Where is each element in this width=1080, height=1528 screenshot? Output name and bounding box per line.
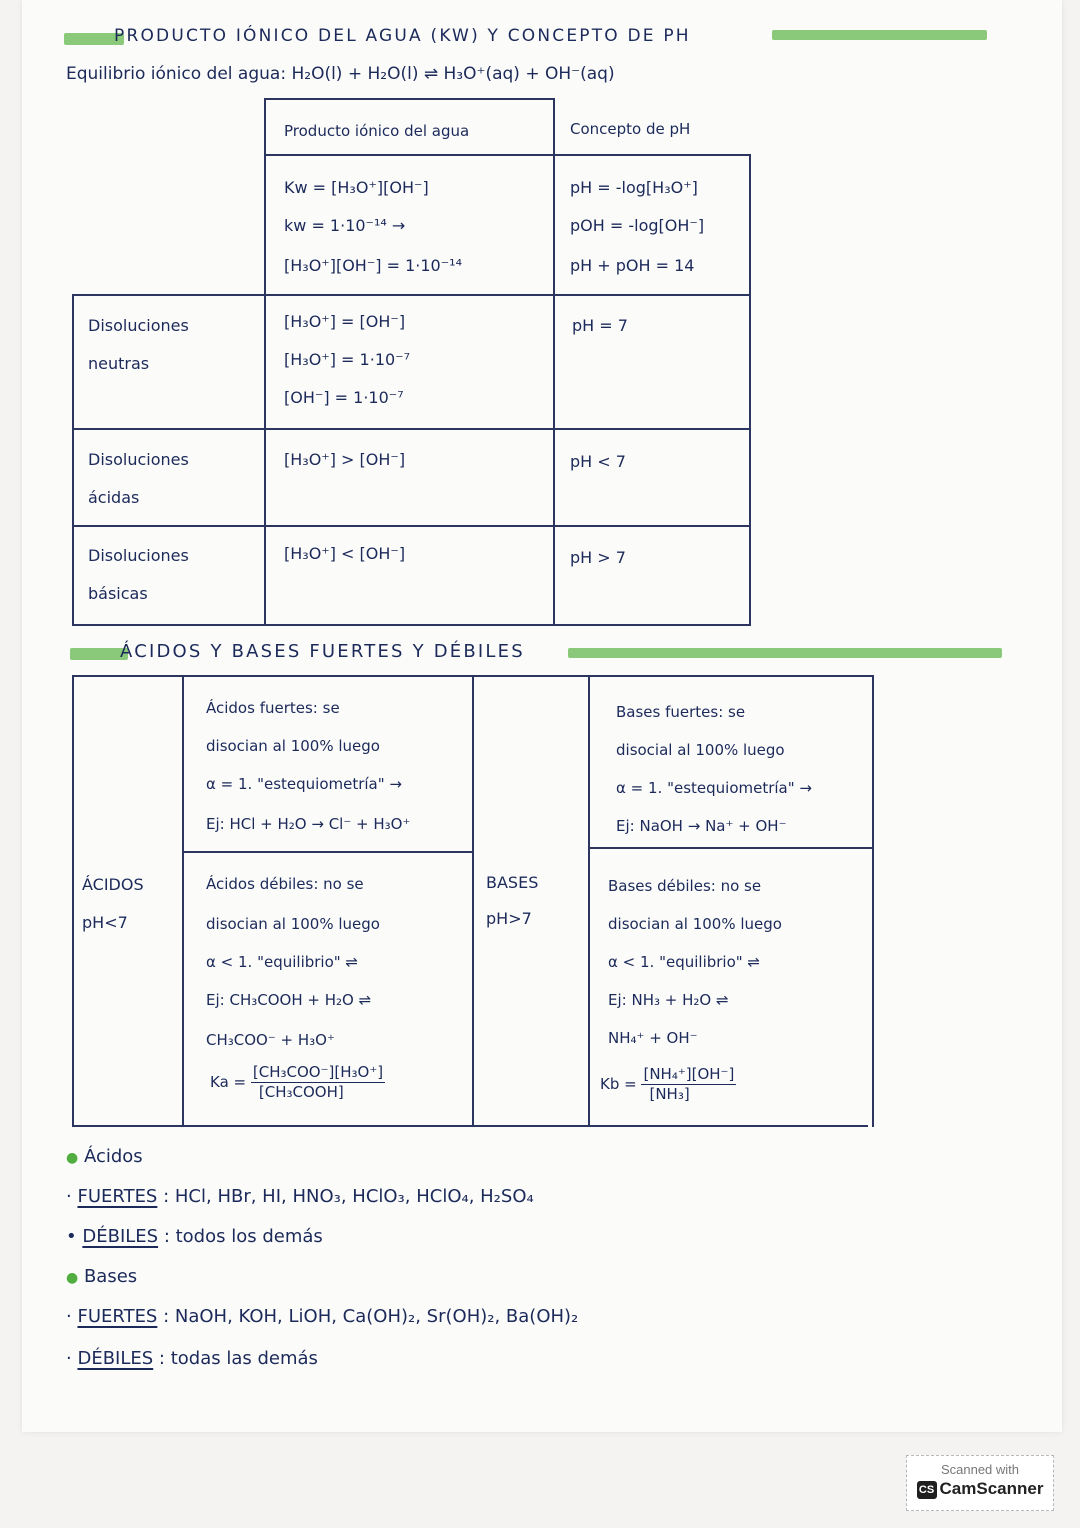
general-ph-2: pOH = -log[OH⁻]	[570, 216, 705, 235]
list-acids-weak	[66, 1226, 323, 1247]
weak-bases-3: α < 1. "equilibrio" ⇌	[608, 953, 760, 971]
watermark-line1: Scanned with	[940, 1462, 1020, 1477]
bullet-icon: •	[66, 1226, 77, 1247]
general-product-1: Kw = [H₃O⁺][OH⁻]	[284, 178, 429, 197]
bullet-icon: ·	[66, 1348, 72, 1369]
general-ph-3: pH + pOH = 14	[570, 256, 695, 275]
row-neutral-label-2: neutras	[88, 354, 150, 373]
weak-acids-2: disocian al 100% luego	[206, 915, 380, 933]
bullet-icon: ●	[66, 1150, 79, 1166]
acids-strong-list: : HCl, HBr, HI, HNO₃, HClO₃, HClO₄, H₂SO₄	[163, 1186, 534, 1207]
weak-bases-1: Bases débiles: no se	[608, 877, 762, 895]
camscanner-watermark	[906, 1455, 1054, 1511]
acids-weak-text: : todos los demás	[163, 1226, 323, 1247]
bases-strong-list: : NaOH, KOH, LiOH, Ca(OH)₂, Sr(OH)₂, Ba(OH)₂	[163, 1306, 579, 1327]
row-neutral-product-3: [OH⁻] = 1·10⁻⁷	[284, 388, 404, 407]
strong-bases-2: disocial al 100% luego	[616, 741, 785, 759]
acids-label: ÁCIDOS	[82, 875, 144, 894]
highlight-bar-right-2	[568, 648, 1002, 658]
weak-bases-4: Ej: NH₃ + H₂O ⇌	[608, 991, 729, 1009]
general-product-2: kw = 1·10⁻¹⁴ →	[284, 216, 406, 235]
weak-acids-3: α < 1. "equilibrio" ⇌	[206, 953, 358, 971]
ka-lhs: Ka =	[210, 1073, 247, 1091]
row-acid-ph: pH < 7	[570, 452, 626, 471]
row-acid-product: [H₃O⁺] > [OH⁻]	[284, 450, 406, 469]
strong-acids-1: Ácidos fuertes: se	[206, 699, 340, 717]
row-acid-label-2: ácidas	[88, 488, 140, 507]
row-basic-label-2: básicas	[88, 584, 148, 603]
strong-bases-4: Ej: NaOH → Na⁺ + OH⁻	[616, 817, 787, 835]
list-bases-weak	[66, 1348, 318, 1369]
general-product-3: [H₃O⁺][OH⁻] = 1·10⁻¹⁴	[284, 256, 462, 275]
bases-label: BASES	[486, 873, 539, 892]
row-basic-ph: pH > 7	[570, 548, 626, 567]
kb-denominator: [NH₃]	[649, 1085, 690, 1103]
watermark-brand-text: CamScanner	[939, 1479, 1044, 1498]
section1-title: PRODUCTO IÓNICO DEL AGUA (KW) Y CONCEPTO DE PH	[114, 26, 691, 46]
row-neutral-product-2: [H₃O⁺] = 1·10⁻⁷	[284, 350, 411, 369]
equilibrium-equation: Equilibrio iónico del agua: H₂O(l) + H₂O(l) ⇌ H₃O⁺(aq) + OH⁻(aq)	[66, 64, 615, 84]
list-bases-strong	[66, 1306, 578, 1327]
row-acid-label-1: Disoluciones	[88, 450, 189, 469]
acids-strong-label: FUERTES	[77, 1186, 158, 1207]
row-basic-product: [H₃O⁺] < [OH⁻]	[284, 544, 406, 563]
list-bases-heading	[66, 1266, 137, 1287]
watermark-brand	[907, 1479, 1053, 1499]
acids-heading: Ácidos	[83, 1146, 143, 1167]
general-ph-1: pH = -log[H₃O⁺]	[570, 178, 698, 197]
ka-numerator: [CH₃COO⁻][H₃O⁺]	[252, 1063, 384, 1081]
row-neutral-label-1: Disoluciones	[88, 316, 189, 335]
bases-strong-label: FUERTES	[77, 1306, 158, 1327]
weak-bases-5: NH₄⁺ + OH⁻	[608, 1029, 698, 1047]
weak-acids-4: Ej: CH₃COOH + H₂O ⇌	[206, 991, 372, 1009]
ph-table	[72, 98, 772, 626]
col-header-product: Producto iónico del agua	[284, 122, 470, 140]
weak-acids-5: CH₃COO⁻ + H₃O⁺	[206, 1031, 335, 1049]
bullet-icon: ·	[66, 1186, 72, 1207]
strong-acids-3: α = 1. "estequiometría" →	[206, 775, 402, 793]
bullet-icon: ●	[66, 1270, 79, 1286]
section2-title: ÁCIDOS Y BASES FUERTES Y DÉBILES	[120, 641, 525, 662]
highlight-bar-right-1	[772, 30, 987, 40]
ka-expression	[210, 1063, 385, 1101]
bases-heading: Bases	[83, 1266, 138, 1287]
bases-weak-text: : todas las demás	[158, 1348, 318, 1369]
acids-weak-label: DÉBILES	[82, 1226, 159, 1247]
row-neutral-product-1: [H₃O⁺] = [OH⁻]	[284, 312, 406, 331]
weak-acids-1: Ácidos débiles: no se	[206, 875, 364, 893]
weak-bases-2: disocian al 100% luego	[608, 915, 782, 933]
row-neutral-ph: pH = 7	[572, 316, 628, 335]
col-header-ph: Concepto de pH	[570, 120, 691, 138]
bullet-icon: ·	[66, 1306, 72, 1327]
cs-logo-icon: CS	[917, 1481, 937, 1499]
strong-acids-4: Ej: HCl + H₂O → Cl⁻ + H₃O⁺	[206, 815, 411, 833]
strong-bases-3: α = 1. "estequiometría" →	[616, 779, 812, 797]
kb-expression	[600, 1065, 736, 1103]
acids-bases-table	[72, 675, 902, 1130]
bases-ph-label: pH>7	[486, 909, 532, 928]
row-basic-label-1: Disoluciones	[88, 546, 189, 565]
bases-weak-label: DÉBILES	[77, 1348, 154, 1369]
kb-lhs: Kb =	[600, 1075, 637, 1093]
list-acids-strong	[66, 1186, 534, 1207]
kb-numerator: [NH₄⁺][OH⁻]	[643, 1065, 735, 1083]
ka-denominator: [CH₃COOH]	[258, 1083, 344, 1101]
list-acids-heading	[66, 1146, 143, 1167]
acids-ph-label: pH<7	[82, 913, 128, 932]
strong-bases-1: Bases fuertes: se	[616, 703, 746, 721]
strong-acids-2: disocian al 100% luego	[206, 737, 380, 755]
notebook-page	[22, 0, 1062, 1432]
